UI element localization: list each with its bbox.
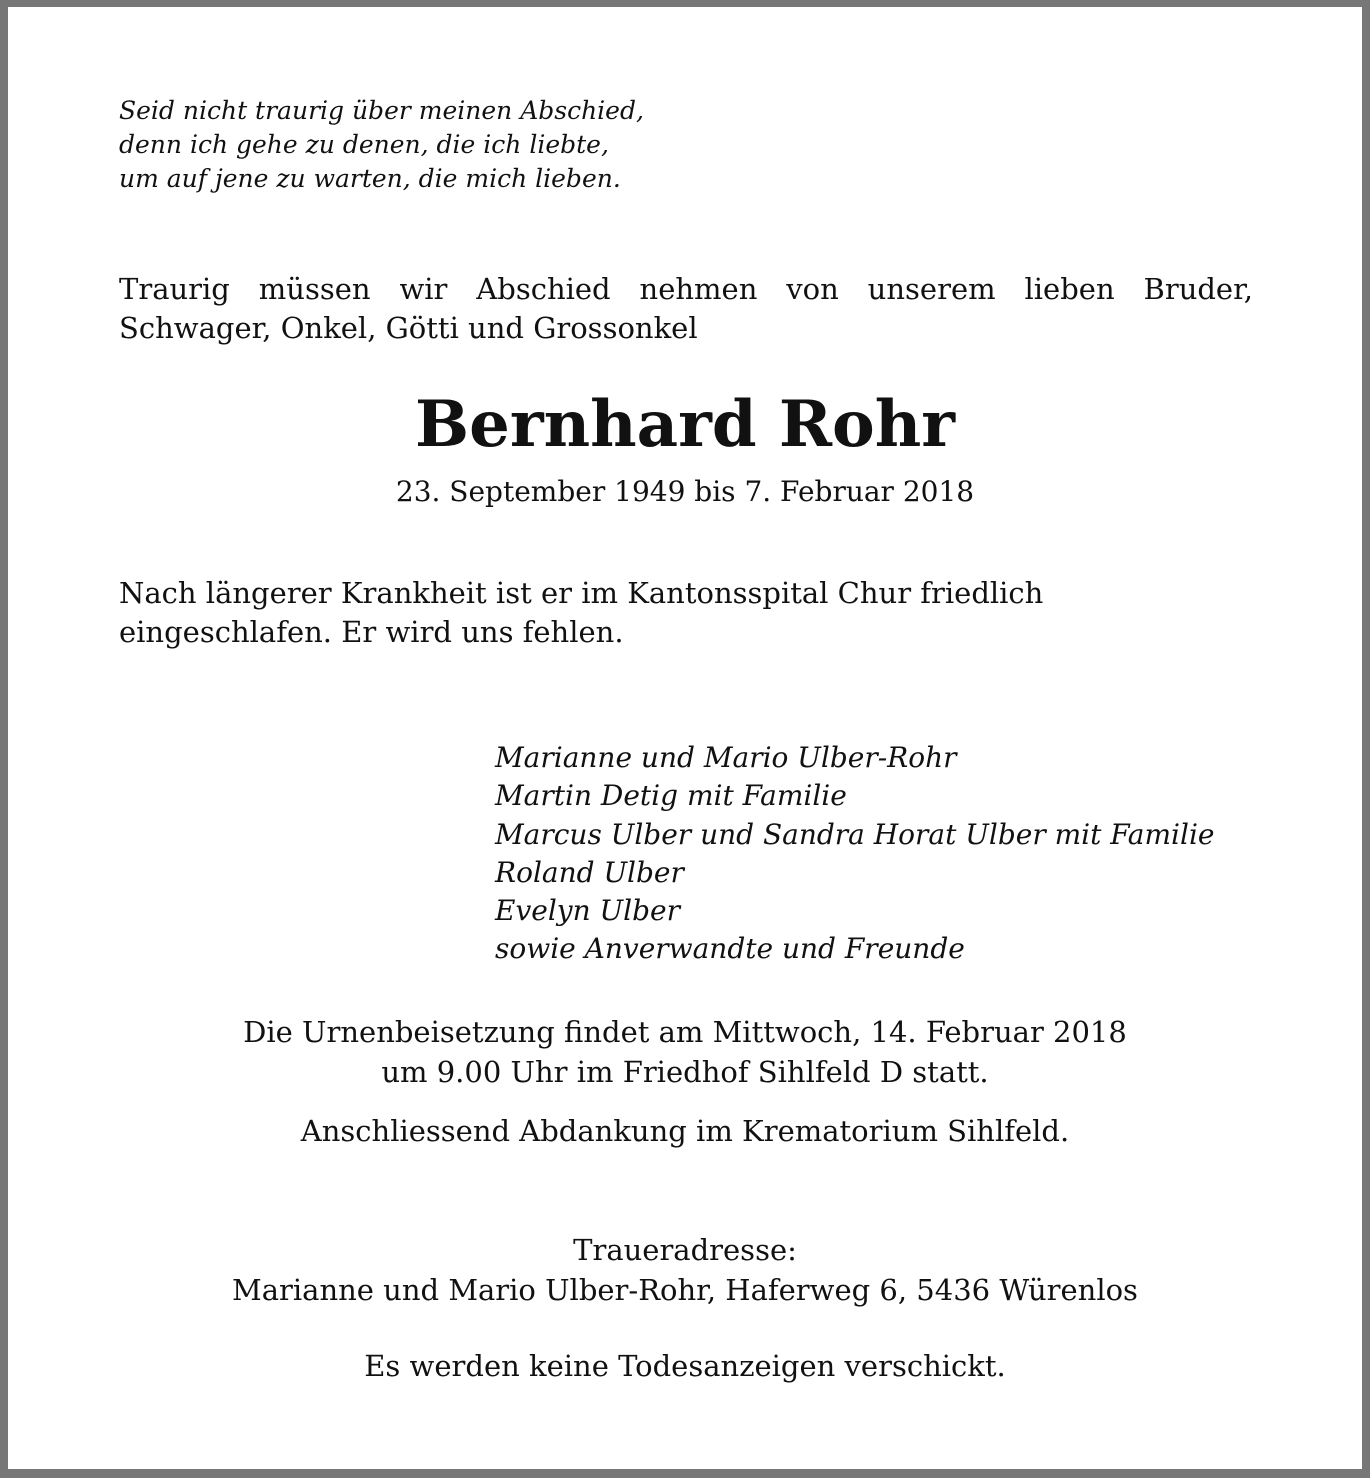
intro-line: Traurig müssen wir Abschied nehmen von unserem lieben Bruder, [119,272,1253,306]
life-dates: 23. September 1949 bis 7. Februar 2018 [395,475,975,508]
mourner: sowie Anverwandte und Freunde [495,932,965,966]
quote-line: Seid nicht traurig über meinen Abschied, [119,96,644,125]
address-label: Traueradresse: [573,1233,797,1267]
passing-line: eingeschlafen. Er wird uns fehlen. [119,615,624,649]
obituary-page [8,7,1362,1469]
quote-line: um auf jene zu warten, die mich lieben. [119,164,621,193]
intro-line: Schwager, Onkel, Götti und Grossonkel [119,311,698,345]
quote [119,94,644,196]
mourner: Martin Detig mit Familie [495,779,847,813]
quote-line: denn ich gehe zu denen, die ich liebte, [119,130,609,159]
passing-line: Nach längerer Krankheit ist er im Kantonsspital Chur friedlich [119,576,1044,610]
mourner: Evelyn Ulber [495,894,680,928]
intro-text [119,270,1253,348]
mourner: Roland Ulber [495,855,684,889]
notice: Es werden keine Todesanzeigen verschickt. [364,1349,1006,1383]
farewell-info: Anschliessend Abdankung im Krematorium Sihlfeld. [300,1114,1070,1148]
mourner: Marcus Ulber und Sandra Horat Ulber mit Familie [495,817,1215,851]
address-value: Marianne und Mario Ulber-Rohr, Haferweg 6, 5436 Würenlos [232,1273,1138,1307]
mourner: Marianne und Mario Ulber-Rohr [495,741,957,774]
ceremony-line: um 9.00 Uhr im Friedhof Sihlfeld D statt. [381,1055,989,1089]
ceremony-line: Die Urnenbeisetzung findet am Mittwoch, 14. Februar 2018 [243,1015,1127,1049]
deceased-name: Bernhard Rohr [415,387,955,462]
